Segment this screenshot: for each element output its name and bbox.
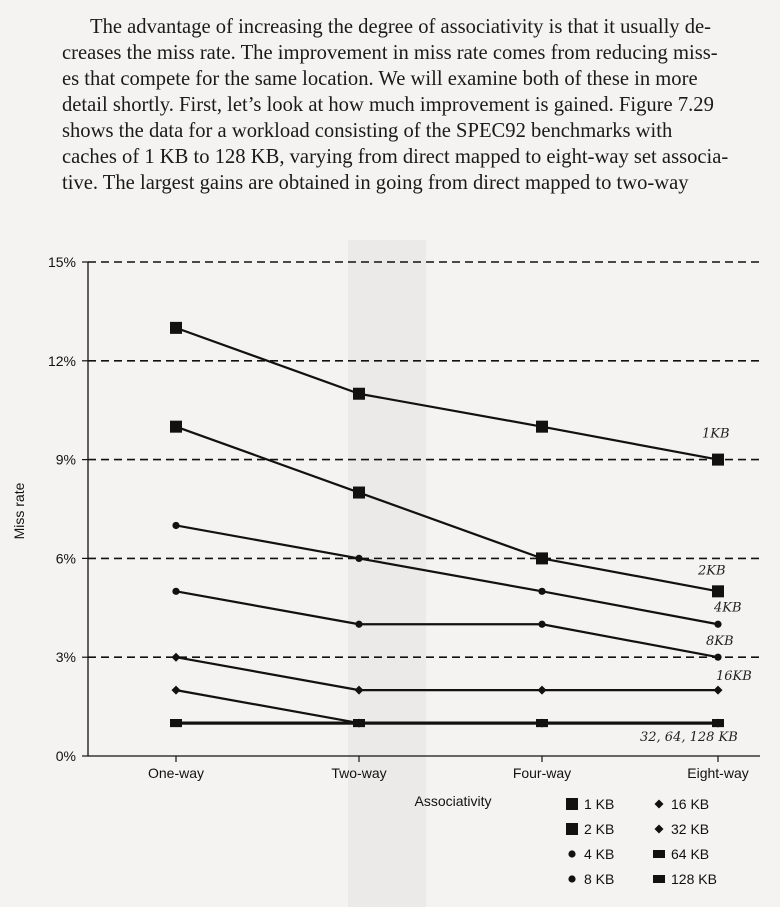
x-axis-label: Associativity xyxy=(414,793,492,809)
legend-label: 64 KB xyxy=(671,846,710,862)
paragraph-line: es that compete for the same location. We will examine both of these in more xyxy=(62,68,698,90)
data-point-4-kb xyxy=(538,588,545,595)
data-point-1-kb xyxy=(170,322,182,334)
data-point-16-kb xyxy=(355,686,364,695)
data-point-128-kb xyxy=(536,719,548,727)
x-tick-label: One-way xyxy=(147,765,205,781)
legend-label: 8 KB xyxy=(584,871,615,887)
x-tick-label: Four-way xyxy=(512,765,572,781)
data-point-8-kb xyxy=(172,588,179,595)
legend-marker xyxy=(655,825,664,834)
series-line-1-kb xyxy=(176,328,718,460)
paragraph-line: detail shortly. First, let’s look at how much improvement is gained. Figure 7.29 xyxy=(62,94,714,116)
data-point-128-kb xyxy=(712,719,724,727)
series-line-8-kb xyxy=(176,591,718,657)
paragraph-line: creases the miss rate. The improvement in miss rate comes from reducing miss- xyxy=(62,42,718,64)
legend-marker xyxy=(653,850,665,858)
data-point-1-kb xyxy=(536,421,548,433)
handwritten-label: 1KB xyxy=(702,426,730,442)
handwritten-label: 8KB xyxy=(706,634,734,650)
data-point-4-kb xyxy=(714,621,721,628)
y-tick-label: 0% xyxy=(55,748,76,764)
legend-marker xyxy=(566,823,578,835)
data-point-2-kb xyxy=(353,487,365,499)
legend-label: 128 KB xyxy=(671,871,717,887)
legend-label: 4 KB xyxy=(584,846,615,862)
data-point-8-kb xyxy=(714,654,721,661)
data-point-128-kb xyxy=(353,719,365,727)
data-point-2-kb xyxy=(712,585,724,597)
data-point-2-kb xyxy=(536,552,548,564)
y-tick-label: 3% xyxy=(55,649,76,666)
data-point-128-kb xyxy=(170,719,182,727)
y-tick-label: 9% xyxy=(55,451,76,468)
handwritten-label: 2KB xyxy=(698,563,726,579)
y-tick-label: 12% xyxy=(47,352,76,369)
y-axis-label: Miss rate xyxy=(11,482,27,540)
legend-label: 2 KB xyxy=(584,821,615,837)
series-line-32-kb xyxy=(176,690,718,723)
data-point-8-kb xyxy=(538,621,545,628)
paragraph-line: tive. The largest gains are obtained in going from direct mapped to two-way xyxy=(62,172,689,194)
data-point-8-kb xyxy=(355,621,362,628)
y-tick-label: 15% xyxy=(47,254,76,270)
data-point-1-kb xyxy=(712,454,724,466)
legend-label: 1 KB xyxy=(584,796,615,812)
paragraph-line: The advantage of increasing the degree of associativity is that it usually de- xyxy=(90,16,712,38)
data-point-16-kb xyxy=(714,686,723,695)
data-point-1-kb xyxy=(353,388,365,400)
data-point-4-kb xyxy=(355,555,362,562)
series-line-2-kb xyxy=(176,427,718,592)
data-point-2-kb xyxy=(170,421,182,433)
data-point-16-kb xyxy=(538,686,547,695)
x-tick-label: Two-way xyxy=(331,765,387,781)
series-line-4-kb xyxy=(176,525,718,624)
paragraph-line: caches of 1 KB to 128 KB, varying from direct mapped to eight-way set associa- xyxy=(62,146,729,168)
handwritten-label: 16KB xyxy=(716,669,752,685)
y-tick-label: 6% xyxy=(55,550,76,567)
legend-marker xyxy=(655,800,664,809)
series-line-16-kb xyxy=(176,657,718,690)
legend-marker xyxy=(568,875,575,882)
legend-label: 32 KB xyxy=(671,821,710,837)
legend-marker xyxy=(653,875,665,883)
legend-marker xyxy=(566,798,578,810)
legend-marker xyxy=(568,850,575,857)
legend-label: 16 KB xyxy=(671,796,710,812)
x-tick-label: Eight-way xyxy=(687,765,749,781)
data-point-16-kb xyxy=(172,653,181,662)
handwritten-label: 32, 64, 128 KB xyxy=(640,730,738,746)
data-point-4-kb xyxy=(172,522,179,529)
paragraph-line: shows the data for a workload consisting of the SPEC92 benchmarks with xyxy=(62,120,673,142)
handwritten-label: 4KB xyxy=(714,600,742,616)
data-point-32-kb xyxy=(172,686,181,695)
